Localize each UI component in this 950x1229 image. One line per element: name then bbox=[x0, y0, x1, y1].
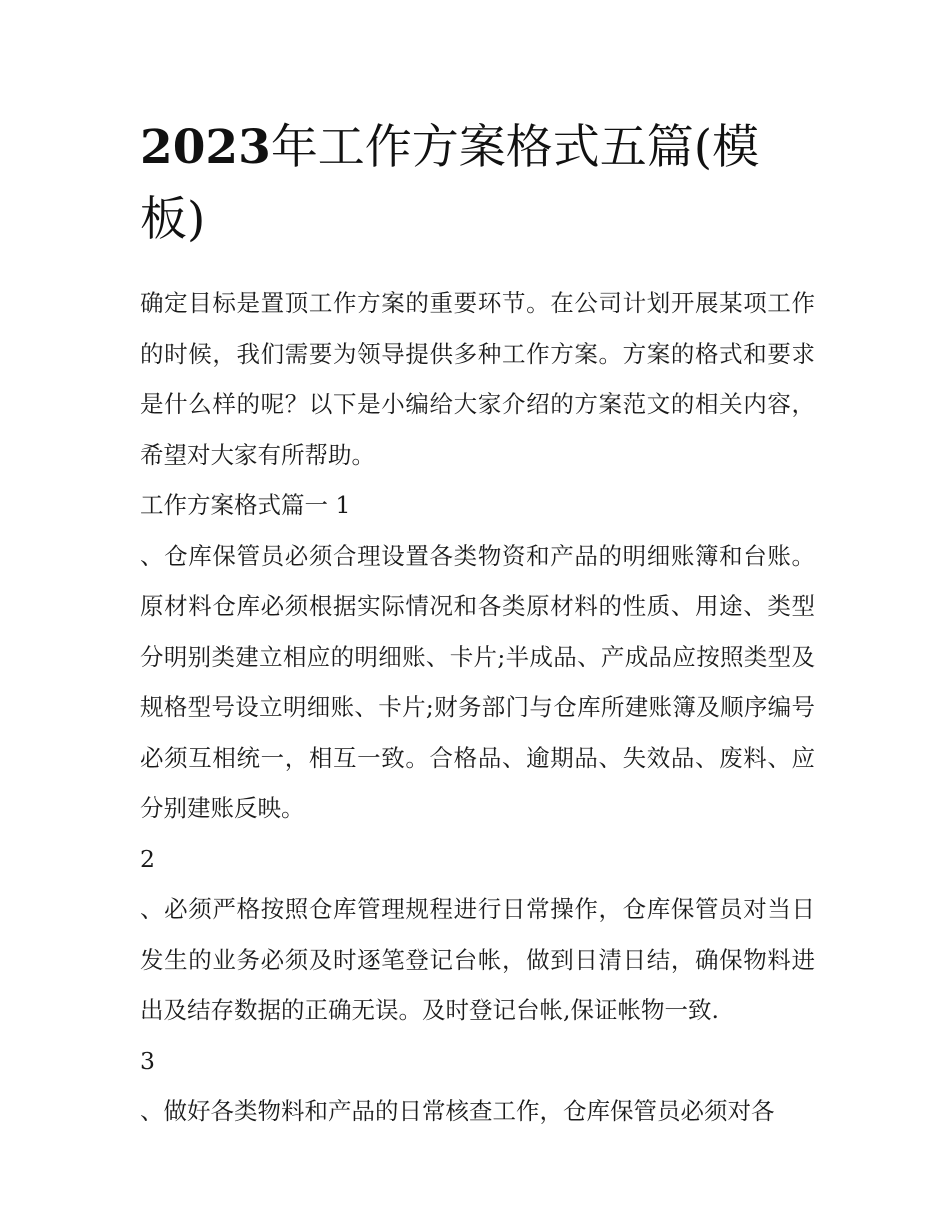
title-year: 2023 bbox=[140, 120, 271, 175]
section-heading-1: 工作方案格式篇一 1 bbox=[140, 491, 351, 519]
title-text: 年工作方案格式五篇(模板) bbox=[140, 120, 760, 247]
item-number-3: 3 bbox=[140, 1046, 155, 1075]
document-body bbox=[140, 112, 815, 1137]
item-number-2: 2 bbox=[140, 844, 155, 873]
document-title bbox=[140, 112, 815, 256]
item-1-paragraph: 、仓库保管员必须合理设置各类物资和产品的明细账簿和台账。原材料仓库必须根据实际情况和各类原材料的性质、用途、类型分明别类建立相应的明细账、卡片;半成品、产成品应按照类型及规格型号设立明细账、卡片;财务部门与仓库所建账簿及顺序编号必须互相统一，相互一致。合格品、逾期品、失效品、废料、应分别建账反映。 bbox=[140, 541, 815, 822]
item-3-paragraph: 、做好各类物料和产品的日常核查工作，仓库保管员必须对各 bbox=[140, 1097, 775, 1125]
intro-paragraph: 确定目标是置顶工作方案的重要环节。在公司计划开展某项工作的时候，我们需要为领导提供多种工作方案。方案的格式和要求是什么样的呢？以下是小编给大家介绍的方案范文的相关内容，希望对大家有所帮助。 bbox=[140, 289, 815, 469]
item-2-paragraph: 、必须严格按照仓库管理规程进行日常操作，仓库保管员对当日发生的业务必须及时逐笔登记台帐，做到日清日结，确保物料进出及结存数据的正确无误。及时登记台帐,保证帐物一致. bbox=[140, 895, 815, 1024]
